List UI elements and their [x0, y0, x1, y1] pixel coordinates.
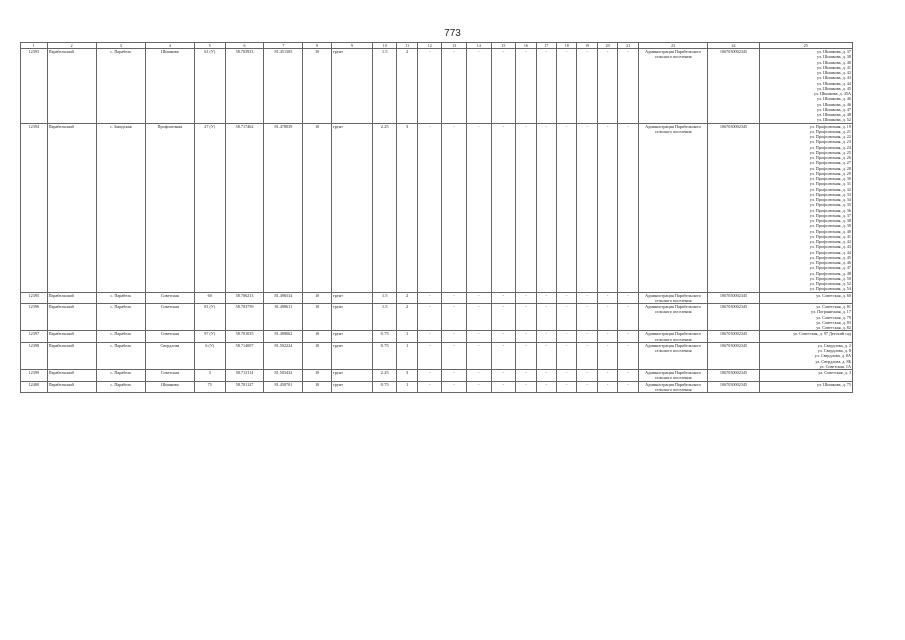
cell-id: 12393 — [21, 49, 48, 124]
cell-lat: 58.701127 — [225, 381, 264, 393]
cell-house: 60 — [194, 292, 225, 304]
cell-dash: - — [618, 370, 638, 382]
cell-dash: - — [577, 331, 597, 343]
address-line: ул. Советская, д. 82 — [816, 325, 851, 330]
cell-district: Парабельский — [47, 342, 96, 369]
column-number-5: 5 — [194, 43, 225, 49]
cell-inn: 1067030002345 — [708, 123, 759, 292]
cell-dash: - — [536, 49, 556, 124]
cell-dash: - — [557, 123, 577, 292]
table-row — [21, 342, 853, 369]
cell-dash: - — [516, 331, 536, 343]
cell-dash: - — [467, 49, 492, 124]
cell-cap: 10 — [303, 304, 332, 331]
cell-dash: - — [577, 292, 597, 304]
column-number-10: 10 — [372, 43, 397, 49]
cell-dash: - — [557, 304, 577, 331]
cell-district: Парабельский — [47, 49, 96, 124]
address-line: ул. Шишкова, д. 45А — [813, 91, 851, 96]
cell-area: 2.25 — [372, 123, 397, 292]
cell-dash: - — [442, 342, 467, 369]
cell-dash: - — [557, 292, 577, 304]
address-line: ул. Профсоюзная, д. 40 — [809, 228, 851, 234]
cell-dash: - — [557, 49, 577, 124]
cell-dash: - — [597, 49, 617, 124]
cell-addresses — [759, 381, 852, 393]
registry-body — [21, 49, 853, 393]
cell-dash: - — [442, 331, 467, 343]
cell-lon: 81.496534 — [264, 292, 303, 304]
cell-surface: грунт — [332, 342, 373, 369]
cell-inn: 1067030002345 — [708, 292, 759, 304]
cell-district: Парабельский — [47, 292, 96, 304]
cell-inn: 1067030002345 — [708, 331, 759, 343]
address-line: ул. Советская, д. 79 — [816, 314, 851, 320]
cell-settlement: с. Парабель — [96, 292, 145, 304]
address-line: ул. Профсоюзная, д. 52 — [809, 281, 851, 286]
address-line: ул. Шишкова, д. 52 — [817, 117, 851, 123]
address-line: ул. Свердлова, д. 8А — [814, 353, 851, 359]
cell-inn: 1067030002345 — [708, 342, 759, 369]
address-line: ул. Профсоюзная, д. 47 — [809, 265, 851, 271]
cell-dash: - — [597, 381, 617, 393]
cell-dash: - — [442, 49, 467, 124]
cell-dash: - — [417, 342, 442, 369]
cell-area: 1.5 — [372, 292, 397, 304]
cell-owner: Администрация Парабельского сельского поселения — [638, 331, 708, 343]
cell-addresses — [759, 331, 852, 343]
address-line: ул. Шишкова, д. 40 — [817, 59, 851, 65]
cell-surface: грунт — [332, 49, 373, 124]
cell-addresses — [759, 123, 852, 292]
cell-dash: - — [467, 123, 492, 292]
cell-cap: 10 — [303, 342, 332, 369]
table-row — [21, 304, 853, 331]
cell-addresses — [759, 292, 852, 304]
cell-inn: 1067030002345 — [708, 381, 759, 393]
column-number-3: 3 — [96, 43, 145, 49]
cell-cap: 10 — [303, 370, 332, 382]
cell-count: 3 — [397, 123, 417, 292]
address-line: ул. Профсоюзная, д. 42 — [809, 239, 851, 244]
table-row — [21, 123, 853, 292]
cell-dash: - — [467, 304, 492, 331]
cell-dash: - — [442, 370, 467, 382]
cell-addresses — [759, 342, 852, 369]
cell-count: 2 — [397, 49, 417, 124]
cell-dash: - — [467, 370, 492, 382]
cell-dash: - — [491, 370, 516, 382]
cell-dash: - — [618, 331, 638, 343]
address-line: ул. Советская, д. 83 — [816, 319, 851, 325]
cell-district: Парабельский — [47, 331, 96, 343]
address-line: ул. Свердлова, д. 2 — [817, 342, 851, 348]
cell-dash: - — [536, 342, 556, 369]
address-line: ул. Советская, 1А — [819, 363, 851, 369]
cell-dash: - — [417, 370, 442, 382]
cell-dash: - — [417, 292, 442, 304]
cell-dash: - — [442, 123, 467, 292]
cell-owner: Администрация Парабельского сельского поселения — [638, 370, 708, 382]
address-line: ул. Советская, д. 81 — [816, 304, 851, 309]
cell-cap: 10 — [303, 331, 332, 343]
cell-cap: 10 — [303, 381, 332, 393]
address-line: ул. Профсоюзная, д. 41 — [809, 233, 851, 239]
cell-owner: Администрация Парабельского сельского поселения — [638, 304, 708, 331]
table-row — [21, 381, 853, 393]
cell-settlement: с. Парабель — [96, 381, 145, 393]
column-number-15: 15 — [491, 43, 516, 49]
column-number-18: 18 — [557, 43, 577, 49]
cell-house: 61 (У) — [194, 49, 225, 124]
cell-dash: - — [536, 370, 556, 382]
cell-dash: - — [557, 370, 577, 382]
address-line: ул. Профсоюзная, д. 37 — [809, 212, 851, 218]
cell-surface: грунт — [332, 331, 373, 343]
address-line: ул. Шишкова, д. 43 — [817, 75, 851, 81]
cell-count: 3 — [397, 370, 417, 382]
address-line: ул. Профсоюзная, д. 28 — [809, 165, 851, 171]
cell-house: 27 (У) — [194, 123, 225, 292]
address-line: ул. Профсоюзная, д. 30 — [809, 176, 851, 181]
cell-id: 12394 — [21, 123, 48, 292]
cell-dash: - — [618, 123, 638, 292]
column-number-24: 25 — [759, 43, 852, 49]
cell-inn: 1067030002345 — [708, 49, 759, 124]
cell-lat: 58.706213 — [225, 292, 264, 304]
cell-dash: - — [516, 49, 536, 124]
cell-house: 75 — [194, 381, 225, 393]
cell-dash: - — [618, 304, 638, 331]
cell-owner: Администрация Парабельского сельского поселения — [638, 381, 708, 393]
cell-count: 1 — [397, 342, 417, 369]
cell-area: 0.75 — [372, 331, 397, 343]
cell-id: 12396 — [21, 304, 48, 331]
cell-dash: - — [577, 342, 597, 369]
cell-dash: - — [577, 123, 597, 292]
cell-street: Советская — [145, 304, 194, 331]
cell-dash: - — [516, 342, 536, 369]
cell-owner: Администрация Парабельского сельского поселения — [638, 123, 708, 292]
address-line: ул. Шишкова, д. 46 — [817, 96, 851, 102]
cell-district: Парабельский — [47, 381, 96, 393]
cell-dash: - — [618, 49, 638, 124]
address-line: ул. Профсоюзная, д. 24 — [809, 144, 851, 150]
column-number-19: 19 — [577, 43, 597, 49]
column-number-21: 21 — [618, 43, 638, 49]
cell-street: Советская — [145, 292, 194, 304]
cell-area: 1.5 — [372, 49, 397, 124]
cell-owner: Администрация Парабельского сельского поселения — [638, 49, 708, 124]
cell-lon: 81.451305 — [264, 49, 303, 124]
column-number-11: 11 — [397, 43, 417, 49]
cell-inn: 1067030002345 — [708, 370, 759, 382]
cell-addresses — [759, 49, 852, 124]
table-row — [21, 292, 853, 304]
cell-house: 3 — [194, 370, 225, 382]
cell-surface: грунт — [332, 304, 373, 331]
cell-id: 12397 — [21, 331, 48, 343]
cell-surface: грунт — [332, 123, 373, 292]
cell-dash: - — [597, 370, 617, 382]
cell-house: 6 (У) — [194, 342, 225, 369]
address-line: ул. Шишкова, д. 46 — [817, 101, 851, 107]
cell-street: Шишкова — [145, 49, 194, 124]
cell-dash: - — [597, 123, 617, 292]
cell-surface: грунт — [332, 292, 373, 304]
cell-district: Парабельский — [47, 123, 96, 292]
cell-dash: - — [442, 304, 467, 331]
cell-lat: 58.714007 — [225, 342, 264, 369]
column-number-9: 9 — [332, 43, 373, 49]
cell-dash: - — [597, 292, 617, 304]
cell-district: Парабельский — [47, 304, 96, 331]
address-line: ул. Профсоюзная, д. 27 — [809, 160, 851, 166]
cell-count: 1 — [397, 381, 417, 393]
cell-dash: - — [536, 381, 556, 393]
cell-dash: - — [618, 292, 638, 304]
address-line: ул. Профсоюзная, д. 54 — [809, 286, 851, 292]
address-line: ул. Профсоюзная, д. 32 — [809, 186, 851, 192]
cell-dash: - — [417, 331, 442, 343]
cell-dash: - — [577, 304, 597, 331]
column-number-17: 17 — [536, 43, 556, 49]
cell-dash: - — [417, 49, 442, 124]
column-number-20: 20 — [597, 43, 617, 49]
cell-dash: - — [618, 381, 638, 393]
cell-lon: 81.498611 — [264, 304, 303, 331]
cell-surface: грунт — [332, 370, 373, 382]
cell-lat: 58.717462 — [225, 123, 264, 292]
cell-dash: - — [516, 304, 536, 331]
cell-cap: 10 — [303, 49, 332, 124]
cell-dash: - — [467, 331, 492, 343]
cell-settlement: с. Парабель — [96, 370, 145, 382]
address-line: ул. Профсоюзная, д. 36 — [809, 207, 851, 213]
cell-street: Шишкова — [145, 381, 194, 393]
address-line: ул. Профсоюзная, д. 34 — [809, 197, 851, 202]
address-line: ул. Шишкова, д. 37 — [817, 49, 851, 54]
cell-dash: - — [516, 370, 536, 382]
cell-dash: - — [417, 381, 442, 393]
cell-dash: - — [577, 370, 597, 382]
cell-dash: - — [491, 123, 516, 292]
cell-house: 81 (У) — [194, 304, 225, 331]
column-number-16: 16 — [516, 43, 536, 49]
column-number-8: 8 — [303, 43, 332, 49]
cell-id: 12400 — [21, 381, 48, 393]
cell-lat: 58.713114 — [225, 370, 264, 382]
cell-dash: - — [536, 304, 556, 331]
table-row — [21, 370, 853, 382]
address-line: ул. Шишкова, д. 44 — [817, 80, 851, 86]
address-line: ул. Профсоюзная, д. 48 — [809, 270, 851, 276]
cell-count: 2 — [397, 292, 417, 304]
cell-settlement: с. Заводская — [96, 123, 145, 292]
address-line: ул. Профсоюзная, д. 43 — [809, 244, 851, 250]
registry-table — [20, 42, 853, 393]
cell-lon: 81.502224 — [264, 342, 303, 369]
cell-dash: - — [557, 331, 577, 343]
column-number-4: 4 — [145, 43, 194, 49]
cell-settlement: с. Парабель — [96, 342, 145, 369]
address-line: ул. Профсоюзная, д. 45 — [809, 254, 851, 260]
address-line: ул. Шишкова, д. 41 — [817, 64, 851, 70]
column-number-12: 12 — [417, 43, 442, 49]
cell-house: 97 (У) — [194, 331, 225, 343]
cell-dash: - — [577, 381, 597, 393]
table-row — [21, 331, 853, 343]
address-line: ул. Профсоюзная, д. 39 — [809, 223, 851, 229]
address-line: ул. Профсоюзная, д. 23 — [809, 139, 851, 145]
cell-lon: 81.498062 — [264, 331, 303, 343]
cell-owner: Администрация Парабельского сельского поселения — [638, 342, 708, 369]
cell-dash: - — [597, 342, 617, 369]
address-line: ул. Свердлова, д. 8 — [817, 348, 851, 353]
cell-cap: 10 — [303, 292, 332, 304]
address-line: ул. Профсоюзная, д. 22 — [809, 134, 851, 139]
cell-count: 1 — [397, 331, 417, 343]
address-line: ул. Профсоюзная, д. 35 — [809, 202, 851, 208]
cell-dash: - — [491, 342, 516, 369]
cell-lat: 58.703759 — [225, 304, 264, 331]
address-line: ул. Свердлова, д. 8Б — [815, 358, 851, 364]
column-number-6: 6 — [225, 43, 264, 49]
cell-dash: - — [491, 381, 516, 393]
cell-dash: - — [491, 331, 516, 343]
column-number-2: 2 — [47, 43, 96, 49]
cell-id: 12398 — [21, 342, 48, 369]
cell-settlement: с. Парабель — [96, 49, 145, 124]
address-line: ул. Профсоюзная, д. 50 — [809, 275, 851, 281]
address-line: ул. Профсоюзная, д. 29 — [809, 170, 851, 176]
column-number-14: 14 — [467, 43, 492, 49]
cell-settlement: с. Парабель — [96, 304, 145, 331]
cell-cap: 10 — [303, 123, 332, 292]
address-line: ул. Профсоюзная, д. 19 — [809, 123, 851, 129]
address-line: ул. Шишкова, д. 75 — [817, 381, 851, 387]
cell-dash: - — [516, 123, 536, 292]
cell-area: 0.75 — [372, 342, 397, 369]
address-line: ул. Советская, д. 97 Детский сад — [793, 331, 851, 337]
address-line: ул. Шишкова, д. 38 — [817, 54, 851, 60]
cell-dash: - — [577, 49, 597, 124]
cell-dash: - — [491, 304, 516, 331]
cell-id: 12399 — [21, 370, 48, 382]
cell-dash: - — [557, 342, 577, 369]
cell-area: 2.25 — [372, 370, 397, 382]
cell-settlement: с. Парабель — [96, 331, 145, 343]
cell-surface: грунт — [332, 381, 373, 393]
cell-dash: - — [536, 292, 556, 304]
cell-street: Советская — [145, 370, 194, 382]
cell-area: 0.75 — [372, 381, 397, 393]
cell-dash: - — [557, 381, 577, 393]
cell-dash: - — [536, 123, 556, 292]
cell-lat: 58.703933 — [225, 49, 264, 124]
address-line: ул. Профсоюзная, д. 33 — [809, 191, 851, 197]
cell-lon: 81.450701 — [264, 381, 303, 393]
cell-dash: - — [536, 331, 556, 343]
address-line: ул. Профсоюзная, д. 31 — [809, 181, 851, 187]
cell-dash: - — [467, 381, 492, 393]
address-line: ул. Профсоюзная, д. 46 — [809, 260, 851, 265]
cell-district: Парабельский — [47, 370, 96, 382]
cell-dash: - — [467, 292, 492, 304]
address-line: ул. Шишкова, д. 42 — [817, 70, 851, 75]
cell-dash: - — [467, 342, 492, 369]
cell-street: Свердлова — [145, 342, 194, 369]
column-number-22: 23 — [638, 43, 708, 49]
address-line: ул. Пограничная, д. 17 — [811, 309, 851, 315]
address-line: ул. Профсоюзная, д. 38 — [809, 218, 851, 223]
address-line: ул. Профсоюзная, д. 26 — [809, 155, 851, 160]
cell-dash: - — [516, 292, 536, 304]
cell-dash: - — [442, 381, 467, 393]
column-number-13: 13 — [442, 43, 467, 49]
column-number-7: 7 — [264, 43, 303, 49]
address-line: ул. Профсоюзная, д. 25 — [809, 149, 851, 155]
cell-dash: - — [597, 304, 617, 331]
cell-dash: - — [417, 123, 442, 292]
cell-dash: - — [516, 381, 536, 393]
cell-id: 12395 — [21, 292, 48, 304]
address-line: ул. Профсоюзная, д. 44 — [809, 249, 851, 255]
address-line: ул. Профсоюзная, д. 21 — [809, 128, 851, 134]
cell-lon: 81.503432 — [264, 370, 303, 382]
cell-addresses — [759, 370, 852, 382]
cell-lon: 81.478039 — [264, 123, 303, 292]
cell-lat: 58.701035 — [225, 331, 264, 343]
cell-street: Профсоюзная — [145, 123, 194, 292]
cell-dash: - — [442, 292, 467, 304]
cell-addresses — [759, 304, 852, 331]
cell-count: 2 — [397, 304, 417, 331]
cell-dash: - — [491, 292, 516, 304]
cell-dash: - — [597, 331, 617, 343]
address-line: ул. Шишкова, д. 45 — [817, 85, 851, 91]
column-number-23: 24 — [708, 43, 759, 49]
address-line: ул. Шишкова, д. 48 — [817, 112, 851, 117]
address-line: ул. Шишкова, д. 47 — [817, 106, 851, 112]
cell-owner: Администрация Парабельского сельского поселения — [638, 292, 708, 304]
cell-street: Советская — [145, 331, 194, 343]
cell-dash: - — [491, 49, 516, 124]
address-line: ул. Советская, д. 60 — [816, 292, 851, 298]
table-row — [21, 49, 853, 124]
cell-inn: 1067030002345 — [708, 304, 759, 331]
cell-dash: - — [417, 304, 442, 331]
page-number: 773 — [444, 28, 461, 39]
column-number-1: 1 — [21, 43, 48, 49]
cell-dash: - — [618, 342, 638, 369]
cell-area: 1.5 — [372, 304, 397, 331]
address-line: ул. Советская, д. 3 — [818, 370, 851, 375]
